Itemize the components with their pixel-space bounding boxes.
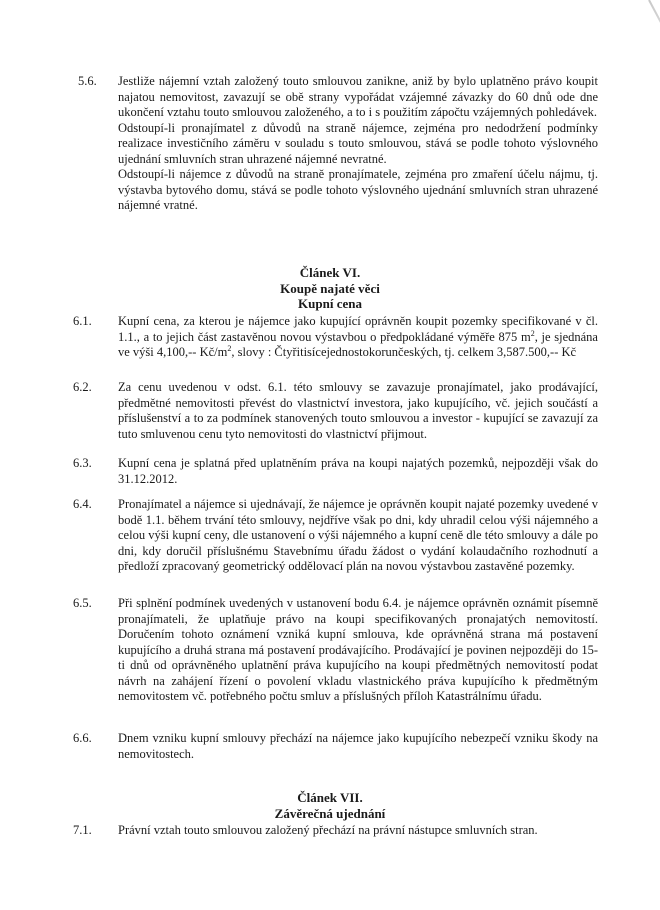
clause-number: 5.6. bbox=[78, 74, 97, 88]
clause-number: 6.3. bbox=[73, 456, 92, 470]
paragraph: Odstoupí-li pronajímatel z důvodů na straně nájemce, zejména pro nedodržení podmínky realizace investičního záměru v souladu s touto smlouvou, stává se podle tohoto výslovného ujednání smluvních stran uhrazené nájemné nevratné. bbox=[118, 120, 598, 166]
paragraph: Kupní cena je splatná před uplatněním práva na koupi najatých pozemků, nejpozději však do 31.12.2012. bbox=[118, 456, 598, 486]
section-title: Kupní cena bbox=[298, 296, 362, 311]
article-subtitle: Koupě najaté věci bbox=[280, 280, 380, 296]
clause-body bbox=[118, 596, 598, 705]
clause-number: 6.4. bbox=[73, 497, 92, 511]
article-7-heading bbox=[0, 790, 660, 821]
clause-number: 6.2. bbox=[73, 380, 92, 394]
clause-body bbox=[118, 823, 598, 839]
text-part: , slovy : Čtyřitisícejednostokorunčeských, tj. celkem 3,587.500,-- Kč bbox=[231, 345, 577, 359]
text-part: , je sjednána ve výši 4,100,-- Kč/m bbox=[118, 329, 598, 359]
clause-body bbox=[118, 74, 598, 214]
clause-body bbox=[118, 456, 598, 487]
clause-body bbox=[118, 380, 598, 442]
text-part: Kupní cena, za kterou je nájemce jako kupující oprávněn koupit pozemky specifikované v čl. 1.1., a to jejich část zastavěnou novou výstavbou o předpokládané výměře 875 m bbox=[118, 314, 598, 344]
section-title: Závěrečná ujednání bbox=[274, 805, 386, 821]
paragraph: Jestliže nájemní vztah založený touto smlouvou zanikne, aniž by bylo uplatněno právo koupit najatou nemovitost, zavazují se obě strany vypořádat vzájemné závazky do 60 dnů ode dne ukončení vztahu touto smlouvou založeného, a to i s použitím zápočtu vzájemných pohledávek. bbox=[118, 74, 598, 119]
paragraph: Pronajímatel a nájemce si ujednávají, že nájemce je oprávněn koupit najaté pozemky uvedené v bodě 1.1. během trvání této smlouvy, nejdříve však po dni, kdy uhradil celou výši nájemného a celou výši kupní ceny, dle ustanovení o výši nájemného a kupní ceně dle této smlouvy a dále po dni, kdy doručil příslušnému Stavebnímu úřadu žádost o vydání kolaudačního rozhodnutí a předloží zpracovaný geometrický oddělovací plán na novou výstavbou zastavěné pozemky. bbox=[118, 497, 598, 573]
paragraph: Dnem vzniku kupní smlouvy přechází na nájemce jako kupujícího nebezpečí vzniku škody na nemovitostech. bbox=[118, 731, 598, 761]
paragraph bbox=[118, 314, 598, 361]
clause-number: 6.1. bbox=[73, 314, 92, 328]
clause-body bbox=[118, 731, 598, 762]
clause-number: 6.6. bbox=[73, 731, 92, 745]
clause-number: 6.5. bbox=[73, 596, 92, 610]
paragraph: Za cenu uvedenou v odst. 6.1. této smlouvy se zavazuje pronajímatel, jako prodávající, předmětné nemovitosti převést do vlastnictví investora, jako kupujícího, vč. jejich součástí a příslušenství a to za podmínek stanovených touto smlouvou a investor - kupující se zavazují za tuto smluvenou cenu tyto nemovitosti do vlastnictví přijmout. bbox=[118, 380, 598, 441]
article-6-heading bbox=[0, 265, 660, 312]
paragraph: Právní vztah touto smlouvou založený přechází na právní nástupce smluvních stran. bbox=[118, 823, 538, 837]
superscript: 2 bbox=[530, 328, 535, 338]
superscript: 2 bbox=[227, 343, 232, 353]
paragraph: Odstoupí-li nájemce z důvodů na straně pronajímatele, zejména pro zmaření účelu nájmu, tj. výstavba bytového domu, stává se podle tohoto výslovného ujednání smluvních stran uhrazené nájemné vratné. bbox=[118, 167, 598, 212]
clause-number: 7.1. bbox=[73, 823, 92, 837]
paragraph: Při splnění podmínek uvedených v ustanovení bodu 6.4. je nájemce oprávněn oznámit písemně pronajímateli, že uplatňuje právo na koupi specifikovaných pronajatých nemovitostí. Doručením tohoto oznámení vzniká kupní smlouva, kde oprávněná strana má postavení kupujícího a druhá strana má postavení prodávajícího. Prodávající je povinen nejpozději do 15-ti dnů od oprávněného uplatnění práva kupujícího na koupi předmětných nemovitostí podat návrh na zahájení řízení o povolení vkladu vlastnického práva kupujícího k předmětným nemovitostem vč. potřebného počtu smluv a příslušných příloh Katastrálnímu úřadu. bbox=[118, 596, 598, 703]
article-title: Článek VI. bbox=[299, 265, 361, 280]
clause-body bbox=[118, 497, 598, 575]
clause-body bbox=[118, 314, 598, 361]
article-title: Článek VII. bbox=[297, 790, 363, 805]
scan-edge-line bbox=[648, 0, 660, 62]
